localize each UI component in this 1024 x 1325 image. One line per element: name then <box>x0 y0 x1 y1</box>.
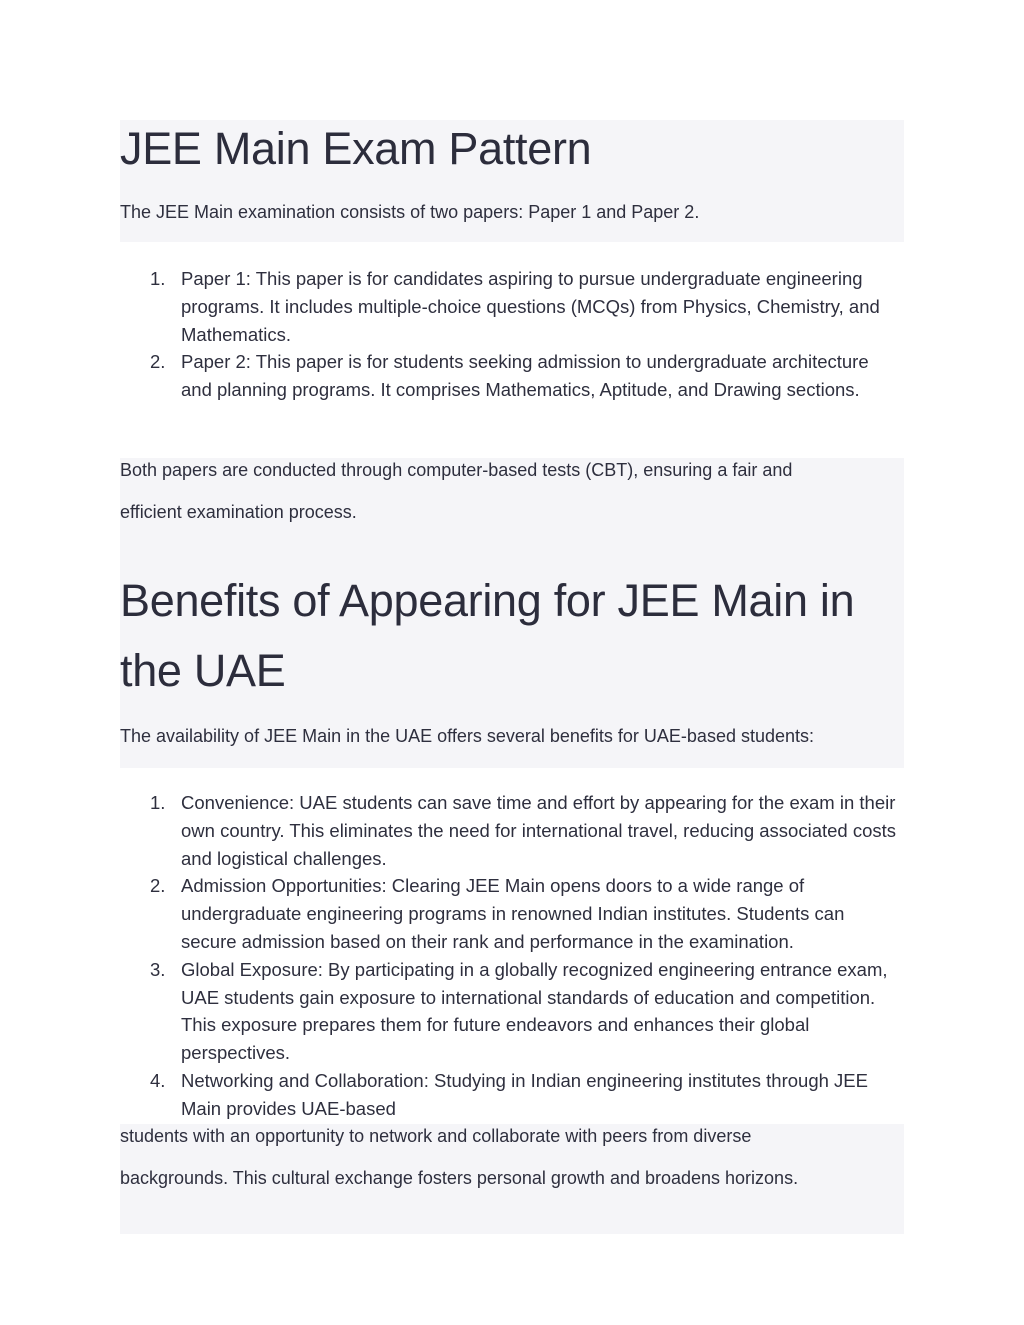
list-item-number: 3. <box>150 958 166 980</box>
section2-list <box>150 789 903 1123</box>
section2-intro: The availability of JEE Main in the UAE offers several benefits for UAE-based students: <box>120 726 815 746</box>
list-item <box>150 265 903 348</box>
list-item-text: Paper 2: This paper is for students seeking admission to undergraduate architecture and planning programs. It comprises Mathematics, Aptitude, and Drawing sections. <box>181 351 869 401</box>
list-item-text: Paper 1: This paper is for candidates aspiring to pursue undergraduate engineering programs. It includes multiple-choice questions (MCQs) from Physics, Chemistry, and Mathematics. <box>181 268 880 345</box>
list-item-number: 2. <box>150 351 166 373</box>
list-item-number: 4. <box>150 1069 166 1091</box>
section2-closing-line2: backgrounds. This cultural exchange fosters personal growth and broadens horizons. <box>120 1168 799 1188</box>
section1-closing-line1: Both papers are conducted through computer-based tests (CBT), ensuring a fair and <box>120 460 793 480</box>
section1-closing-line2: efficient examination process. <box>120 502 357 522</box>
list-item-text: Admission Opportunities: Clearing JEE Main opens doors to a wide range of undergraduate engineering programs in renowned Indian institutes. Students can secure admission based on their rank and performance in the examination. <box>181 875 845 952</box>
list-item <box>150 348 903 404</box>
section2-closing-line1: students with an opportunity to network and collaborate with peers from diverse <box>120 1126 752 1146</box>
section1-title: JEE Main Exam Pattern <box>120 123 592 174</box>
list-item <box>150 872 903 955</box>
list-item-number: 1. <box>150 792 166 813</box>
list-item-text: Global Exposure: By participating in a globally recognized engineering entrance exam, UAE students gain exposure to international standards of education and competition. This exposure prepares them for future endeavors and enhances their global perspectives. <box>181 958 888 1064</box>
section1-list <box>150 265 903 404</box>
section1-intro: The JEE Main examination consists of two papers: Paper 1 and Paper 2. <box>120 202 700 222</box>
section2-title-line1: Benefits of Appearing for JEE Main in <box>120 575 855 626</box>
list-item <box>150 789 903 872</box>
list-item-text: Networking and Collaboration: Studying in Indian engineering institutes through JEE Main provides UAE-based <box>181 1069 868 1119</box>
list-item <box>150 956 903 1067</box>
section2-title-line2: the UAE <box>120 645 286 696</box>
list-item-text: Convenience: UAE students can save time and effort by appearing for the exam in their own country. This eliminates the need for international travel, reducing associated costs and logistical challenges. <box>181 792 897 869</box>
list-item <box>150 1067 903 1123</box>
list-item-number: 2. <box>150 875 166 897</box>
list-item-number: 1. <box>150 268 166 289</box>
